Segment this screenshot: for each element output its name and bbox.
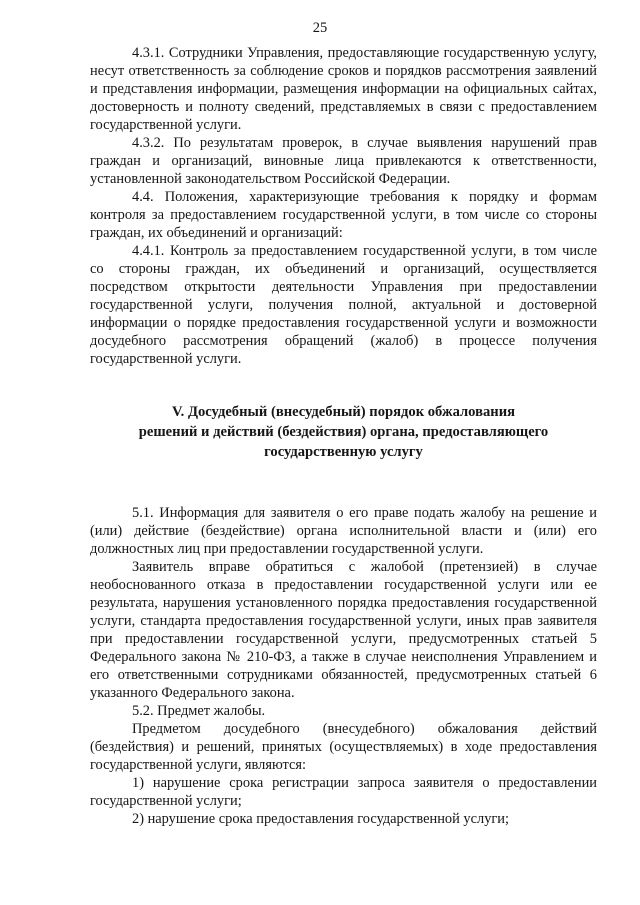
section-title-line-2: решений и действий (бездействия) органа, предоставляющего — [138, 424, 549, 440]
list-item-1: 1) нарушение срока регистрации запроса заявителя о предоставлении государственной услуги; — [90, 775, 597, 809]
section-title — [90, 402, 597, 462]
paragraph-4-3-2: 4.3.2. По результатам проверок, в случае выявления нарушений прав граждан и организаций, виновные лица привлекаются к ответственности, установленной законодательством Российской Федерации. — [90, 135, 597, 187]
paragraph-5-2: 5.2. Предмет жалобы. — [132, 703, 266, 719]
paragraph-4-3-1: 4.3.1. Сотрудники Управления, предоставляющие государственную услугу, несут ответственность за соблюдение сроков и порядков рассмотрения заявлений и представления информации, размещения информации на официальных сайтах, достоверность и полноту сведений, представляемых в связи с предоставлением государственной услуги. — [90, 45, 597, 133]
list-item-2: 2) нарушение срока предоставления государственной услуги; — [132, 811, 509, 827]
paragraph-subject: Предметом досудебного (внесудебного) обжалования действий (бездействия) и решений, принятых (осуществляемых) в ходе предоставления государственной услуги, являются: — [90, 721, 597, 773]
document-body — [90, 44, 597, 828]
paragraph-5-1: 5.1. Информация для заявителя о его праве подать жалобу на решение и (или) действие (бездействие) органа исполнительной власти и (или) его должностных лиц при предоставлении государственной услуги. — [90, 505, 597, 557]
paragraph-4-4: 4.4. Положения, характеризующие требования к порядку и формам контроля за предоставлением государственной услуги, в том числе со стороны граждан, их объединений и организаций: — [90, 189, 597, 241]
paragraph-applicant-right: Заявитель вправе обратиться с жалобой (претензией) в случае необоснованного отказа в предоставлении государственной услуги или ее результата, нарушения установленного порядка предоставления государственной услуги, стандарта предоставления государственной услуги, иных прав заявителя при предоставлении государственной услуги, предусмотренных статьей 5 Федерального закона № 210-ФЗ, а также в случае неисполнения Управлением и его ответственными сотрудниками обязанностей, предусмотренных статьей 6 указанного Федерального закона. — [90, 559, 597, 701]
page-number: 25 — [312, 20, 328, 36]
paragraph-4-4-1: 4.4.1. Контроль за предоставлением государственной услуги, в том числе со стороны граждан, их объединений и организаций, осуществляется посредством открытости деятельности Управления при предоставлении государственной услуги, получения полной, актуальной и достоверной информации о порядке предоставления государственной услуги и возможности досудебного рассмотрения обращений (жалоб) в процессе получения государственной услуги. — [90, 243, 597, 367]
section-title-line-1: V. Досудебный (внесудебный) порядок обжалования — [171, 404, 515, 420]
section-title-line-3: государственную услугу — [264, 444, 423, 460]
